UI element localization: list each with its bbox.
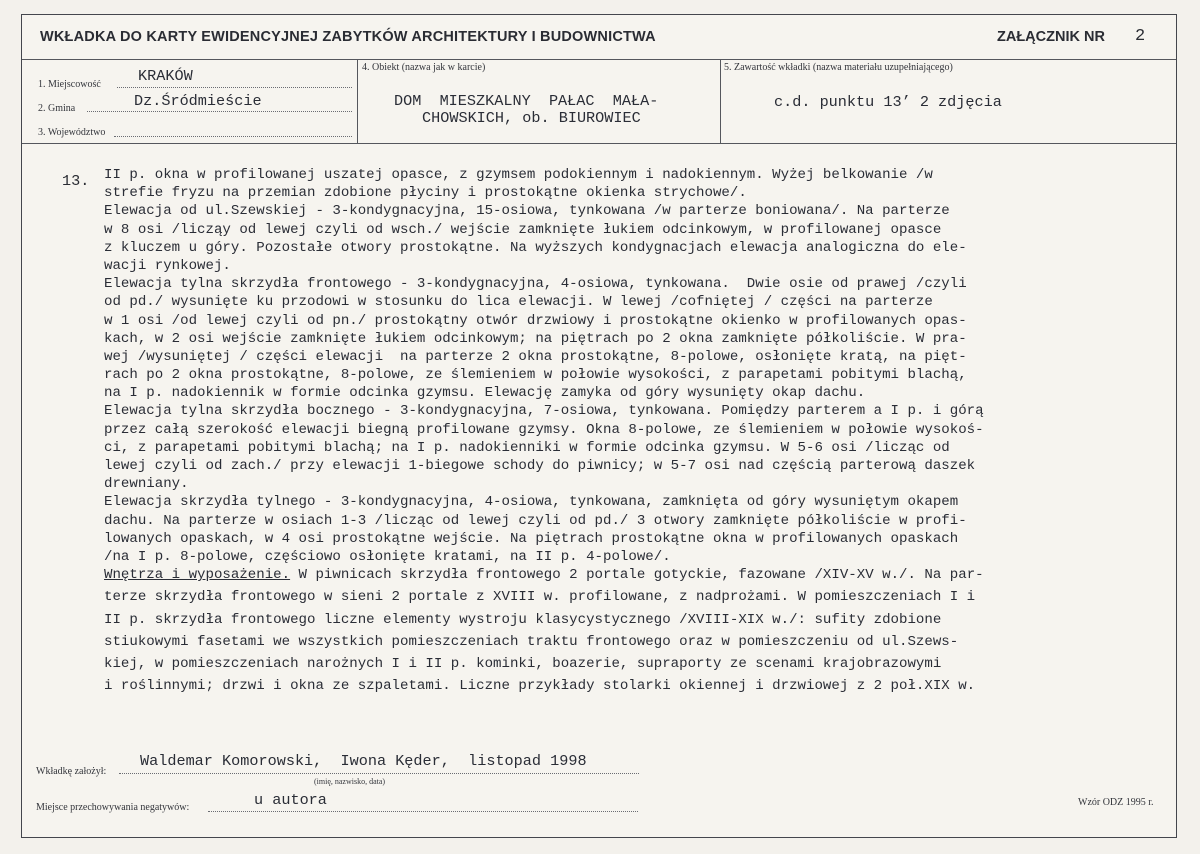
negatives-line: [208, 811, 638, 812]
body-line: i roślinnymi; drzwi i okna ze szpaletami. Liczne przykłady stolarki okiennej i drzwiowej z 2 poł.XIX w.: [104, 678, 976, 695]
annex-label: ZAŁĄCZNIK NR: [997, 29, 1105, 45]
body-line: rach po 2 okna prostokątne, 8-polowe, ze ślemieniem w połowie wysokości, z parapetami pobitymi blachą,: [104, 367, 967, 384]
body-line: drewniany.: [104, 476, 189, 493]
object-value-line2: CHOWSKICH, ob. BIUROWIEC: [422, 109, 641, 127]
body-line: stiukowymi fasetami we wszystkich pomieszczeniach traktu frontowego oraz w pomieszczeniu od ul.Szews-: [104, 633, 959, 650]
place-label: 1. Miejscowość: [38, 79, 101, 90]
author-value: Waldemar Komorowski, Iwona Kęder, listopad 1998: [140, 752, 587, 770]
body-line: Elewacja od ul.Szewskiej - 3-kondygnacyjna, 15-osiowa, tynkowana /w parterze boniowana/. Na parterze: [104, 203, 950, 220]
content-label: 5. Zawartość wkładki (nazwa materiału uzupełniającego): [724, 62, 953, 73]
body-line: dachu. Na parterze w osiach 1-3 /licząc od lewej czyli od pd./ 3 otwory zamknięte półkoliście w profi-: [104, 512, 967, 529]
commune-value: Dz.Śródmieście: [134, 92, 262, 110]
card-title: WKŁADKA DO KARTY EWIDENCYJNEJ ZABYTKÓW ARCHITEKTURY I BUDOWNICTWA: [40, 29, 656, 45]
interior-heading: Wnętrza i wyposażenie.: [104, 567, 291, 584]
record-card: [21, 14, 1177, 838]
body-line: strefie fryzu na przemian zdobione płyciny i prostokątne okienka strychowe/.: [104, 185, 747, 202]
body-line: z kluczem u góry. Pozostałe otwory prostokątne. Na wyższych kondygnacjach elewacja analogiczna do ele-: [104, 239, 967, 256]
body-line: w 8 osi /licząy od lewej czyli od wsch./ wejście zamknięte łukiem odcinkowym, w profilowanej opasce: [104, 221, 942, 238]
annex-number: 2: [1135, 27, 1146, 46]
body-line: Elewacja skrzydła tylnego - 3-kondygnacyjna, 4-osiowa, tynkowana, zamknięta od góry wysuniętym okapem: [104, 494, 959, 511]
object-label: 4. Obiekt (nazwa jak w karcie): [362, 62, 486, 73]
body-line: II p. okna w profilowanej uszatej opasce, z gzymsem podokiennym i nadokiennym. Wyżej belkowanie /w: [104, 167, 933, 183]
interior-text: W piwnicach skrzydła frontowego 2 portale gotyckie, fazowane /XIV-XV w./. Na par-: [290, 567, 984, 584]
body-line: w 1 osi /od lewej czyli od pn./ prostokątny otwór drzwiowy i prostokątne okienko w profilowanych opas-: [104, 312, 967, 329]
place-value: KRAKÓW: [138, 67, 193, 85]
negatives-label: Miejsce przechowywania negatywów:: [36, 802, 190, 813]
content-value: c.d. punktu 13’ 2 zdjęcia: [774, 93, 1002, 111]
section-number: 13.: [62, 172, 90, 190]
form-code: Wzór ODZ 1995 r.: [1078, 797, 1154, 808]
author-label: Wkładkę założył:: [36, 766, 107, 777]
body-line: kach, w 2 osi wejście zamknięte łukiem odcinkowym; na piętrach po 2 okna zamknięte półkoliście. W pra-: [104, 330, 967, 347]
body-line: lewej czyli od zach./ przy elewacji 1-biegowe schody do piwnicy; w 5-7 osi nad częścią parterową daszek: [104, 458, 976, 474]
body-line: na I p. nadokiennik w formie odcinka gzymsu. Elewację zamyka od góry wysunięty okap dachu.: [104, 385, 866, 402]
body-line: II p. skrzydła frontowego liczne elementy wystroju klasycystycznego /XVIII-XIX w./: sufity zdobione: [104, 611, 942, 628]
body-line: /na I p. 8-polowe, częściowo osłonięte kratami, na II p. 4-polowe/.: [104, 548, 671, 565]
body-line: Elewacja tylna skrzydła bocznego - 3-kondygnacyjna, 7-osiowa, tynkowana. Pomiędzy parterem a I p. i górą: [104, 403, 984, 420]
province-label: 3. Województwo: [38, 127, 106, 138]
column-divider-2: [720, 59, 721, 143]
body-line: wacji rynkowej.: [104, 257, 231, 274]
province-line: [114, 136, 352, 137]
author-line: [119, 773, 639, 774]
body-line: kiej, w pomieszczeniach narożnych I i II p. kominki, boazerie, supraporty ze scenami krajobrazowymi: [104, 655, 942, 672]
body-line: terze skrzydła frontowego w sieni 2 portale z XVIII w. profilowane, z nadprożami. W pomieszczeniach I i: [104, 589, 976, 606]
fields-divider: [22, 143, 1176, 144]
commune-line: [87, 111, 352, 112]
body-line: od pd./ wysunięte ku przodowi w stosunku do lica elewacji. W lewej /cofniętej / części na parterze: [104, 294, 933, 311]
object-value-line1: DOM MIESZKALNY PAŁAC MAŁA-: [394, 92, 659, 110]
body-line: lowanych opaskach, w 4 osi prostokątne wejście. Na piętrach prostokątne okna w profilowanych opaskach: [104, 530, 959, 547]
header-divider: [22, 59, 1176, 60]
negatives-value: u autora: [254, 791, 327, 809]
body-line: wej /wysuniętej / części elewacji na parterze 2 okna prostokątne, 8-polowe, osłonięte kratą, na pięt-: [104, 348, 967, 365]
body-line: Elewacja tylna skrzydła frontowego - 3-kondygnacyjna, 4-osiowa, tynkowana. Dwie osie od prawej /czyli: [104, 276, 967, 293]
commune-label: 2. Gmina: [38, 103, 76, 114]
interior-line: [104, 566, 1174, 584]
column-divider-1: [357, 59, 358, 143]
body-line: przez całą szerokość elewacji biegną profilowane gzymsy. Okna 8-polowe, ze ślemieniem w połowie wysokoś-: [104, 421, 984, 438]
description-body: [104, 166, 1174, 695]
place-line: [117, 87, 352, 88]
body-line: ci, z parapetami pobitymi blachą; na I p. nadokienniki w formie odcinka gzymsu. W 5-6 osi /licząc od: [104, 439, 950, 456]
author-sublabel: (imię, nazwisko, data): [314, 777, 386, 786]
